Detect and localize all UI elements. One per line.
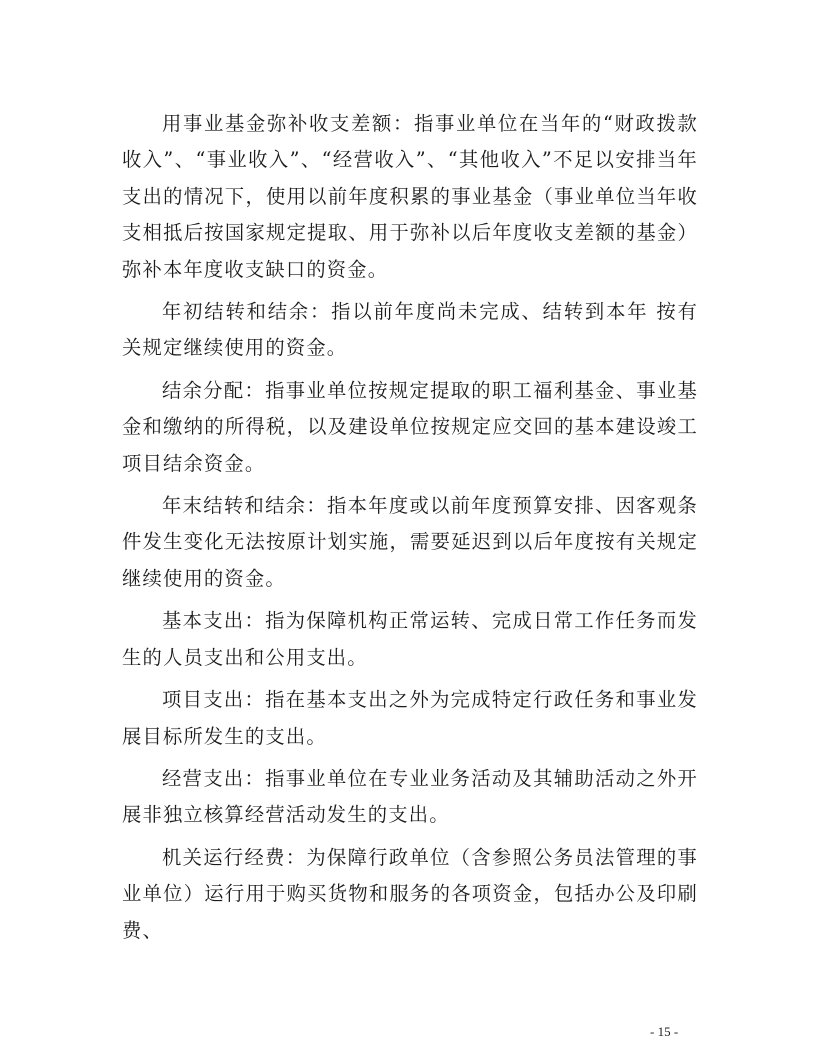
paragraph-supplement-deficit: 用事业基金弥补收支差额：指事业单位在当年的“财政拨款收入”、“事业收入”、“经营收入”、“其他收入”不足以安排当年支出的情况下，使用以前年度积累的事业基金（事业单位当年收支相抵后按国家规定提取、用于弥补以后年度收支差额的基金）弥补本年度收支缺口的资金。 [122,112,698,281]
paragraph-project-expenditure: 项目支出：指在基本支出之外为完成特定行政任务和事业发展目标所发生的支出。 [122,688,698,748]
paragraph-operating-expenditure: 经营支出：指事业单位在专业业务活动及其辅助活动之外开展非独立核算经营活动发生的支出。 [122,766,698,827]
paragraph-surplus-distribution: 结余分配：指事业单位按规定提取的职工福利基金、事业基金和缴纳的所得税，以及建设单位按规定应交回的基本建设竣工项目结余资金。 [122,378,698,475]
page-number: - 15 - [650,1024,679,1039]
paragraph-basic-expenditure: 基本支出：指为保障机构正常运转、完成日常工作任务而发生的人员支出和公用支出。 [122,609,698,669]
body-text [122,106,698,955]
paragraph-operating-funds: 机关运行经费：为保障行政单位（含参照公务员法管理的事业单位）运行用于购买货物和服务的各项资金，包括办公及印刷费、 [122,845,698,942]
paragraph-closing-carryover: 年末结转和结余：指本年度或以前年度预算安排、因客观条件发生变化无法按原计划实施，需要延迟到以后年度按有关规定继续使用的资金。 [122,494,698,590]
paragraph-opening-carryover: 年初结转和结余：指以前年度尚未完成、结转到本年 按有关规定继续使用的资金。 [122,300,698,360]
